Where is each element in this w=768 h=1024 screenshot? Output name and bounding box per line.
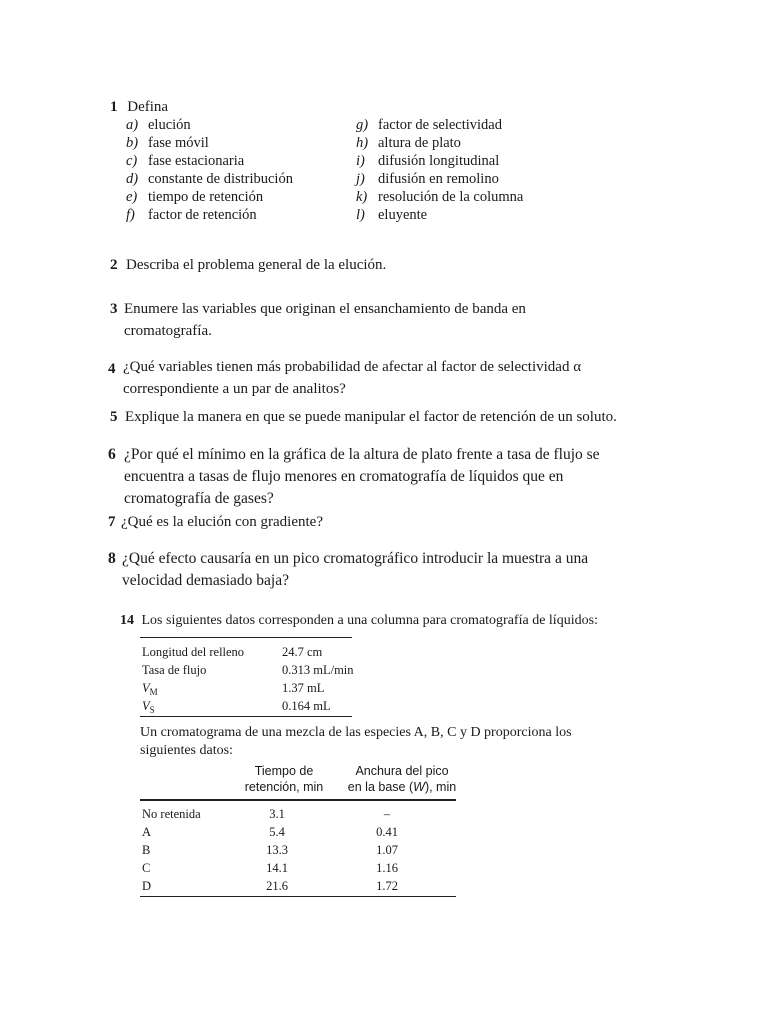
width-cell: – [383,807,391,821]
question-number: 1 [110,99,118,115]
table-rule-top [140,637,352,638]
species-table [142,805,458,895]
list-item: i) difusión longitudinal [356,153,500,169]
question-text: ¿Por qué el mínimo en la gráfica de la altura de plato frente a tasa de flujo se encuentra a tasas de flujo menores en cromatografía de líquidos que en cromatografía de gases? [124,446,600,507]
species-cell: C [142,861,151,875]
width-cell: 0.41 [376,825,398,839]
table-rule-bottom [140,716,352,717]
question-8 [108,548,668,594]
question-number: 3 [110,301,118,317]
species-table-rule-top [140,799,456,801]
question-text: ¿Qué variables tienen más probabilidad de afectar al factor de selectividad α correspondiente a un par de analitos? [123,359,582,397]
question-number: 5 [110,409,118,425]
retention-cell: 14.1 [266,861,288,875]
table-row [142,859,458,877]
list-item: l) eluyente [356,207,428,223]
list-item: j) difusión en remolino [356,171,499,187]
q1-right-list [356,116,523,224]
param-label: $V_M$ [142,681,158,697]
question-number: 2 [110,257,118,273]
param-value: 24.7 cm [282,645,323,659]
table-row [142,661,354,679]
table-row [142,679,354,697]
table-row [142,877,458,895]
question-title: Defina [127,99,169,115]
question-text: Describa el problema general de la elución. [126,257,387,273]
retention-cell: 13.3 [266,843,288,857]
question-3 [110,298,670,344]
list-item: g) factor de selectividad [356,117,502,133]
question-1 [110,96,168,118]
table-row [142,823,458,841]
list-item: d) constante de distribución [126,171,293,187]
width-cell: 1.07 [376,843,398,857]
list-item: b) fase móvil [126,135,209,151]
species-cell: D [142,879,152,893]
species-cell: B [142,843,151,857]
table-row [142,643,354,661]
question-text: Enumere las variables que originan el ensanchamiento de banda en cromatografía. [124,301,526,339]
question-4 [108,356,678,402]
species-cell: A [142,825,152,839]
width-cell: 1.16 [376,861,398,875]
question-number: 8 [108,550,116,567]
question-text: Explique la manera en que se puede manipular el factor de retención de un soluto. [125,409,617,425]
q14-paragraph: Un cromatograma de una mezcla de las especies A, B, C y D proporciona los siguientes datos: [140,725,572,758]
param-label: $V_S$ [142,699,155,715]
list-item: c) fase estacionaria [126,153,245,169]
table-row [142,841,458,859]
question-6 [108,444,668,512]
param-value: 1.37 mL [282,681,325,695]
q1-left-list [126,116,293,224]
header-retention-time: Tiempo de retención, min [244,764,324,794]
table-row [142,805,458,823]
param-value: 0.313 mL/min [282,663,354,677]
param-label: Longitud del relleno [142,645,245,659]
retention-cell: 3.1 [269,807,285,821]
species-cell: No retenida [142,807,201,821]
list-item: k) resolución de la columna [356,189,524,205]
list-item: e) tiempo de retención [126,189,264,205]
question-text: Los siguientes datos corresponden a una columna para cromatografía de líquidos: [141,613,598,628]
question-number: 6 [108,446,116,463]
header-peak-width: Anchura del pico en la base (W), min [347,764,457,794]
param-label: Tasa de flujo [142,663,207,677]
column-params-table [142,643,354,715]
species-table-rule-bottom [140,896,456,897]
retention-cell: 5.4 [269,825,285,839]
list-item: h) altura de plato [356,135,461,151]
question-number: 14 [120,613,134,628]
list-item: a) elución [126,117,191,133]
table-row [142,697,354,715]
param-value: 0.164 mL [282,699,331,713]
question-number: 4 [108,361,116,377]
retention-cell: 21.6 [266,879,288,893]
list-item: f) factor de retención [126,207,257,223]
question-14-intro [120,610,598,632]
question-text: ¿Qué es la elución con gradiente? [121,514,323,530]
width-cell: 1.72 [376,879,398,893]
question-text: ¿Qué efecto causaría en un pico cromatográfico introducir la muestra a una velocidad demasiado baja? [122,550,589,589]
question-number: 7 [108,514,116,530]
